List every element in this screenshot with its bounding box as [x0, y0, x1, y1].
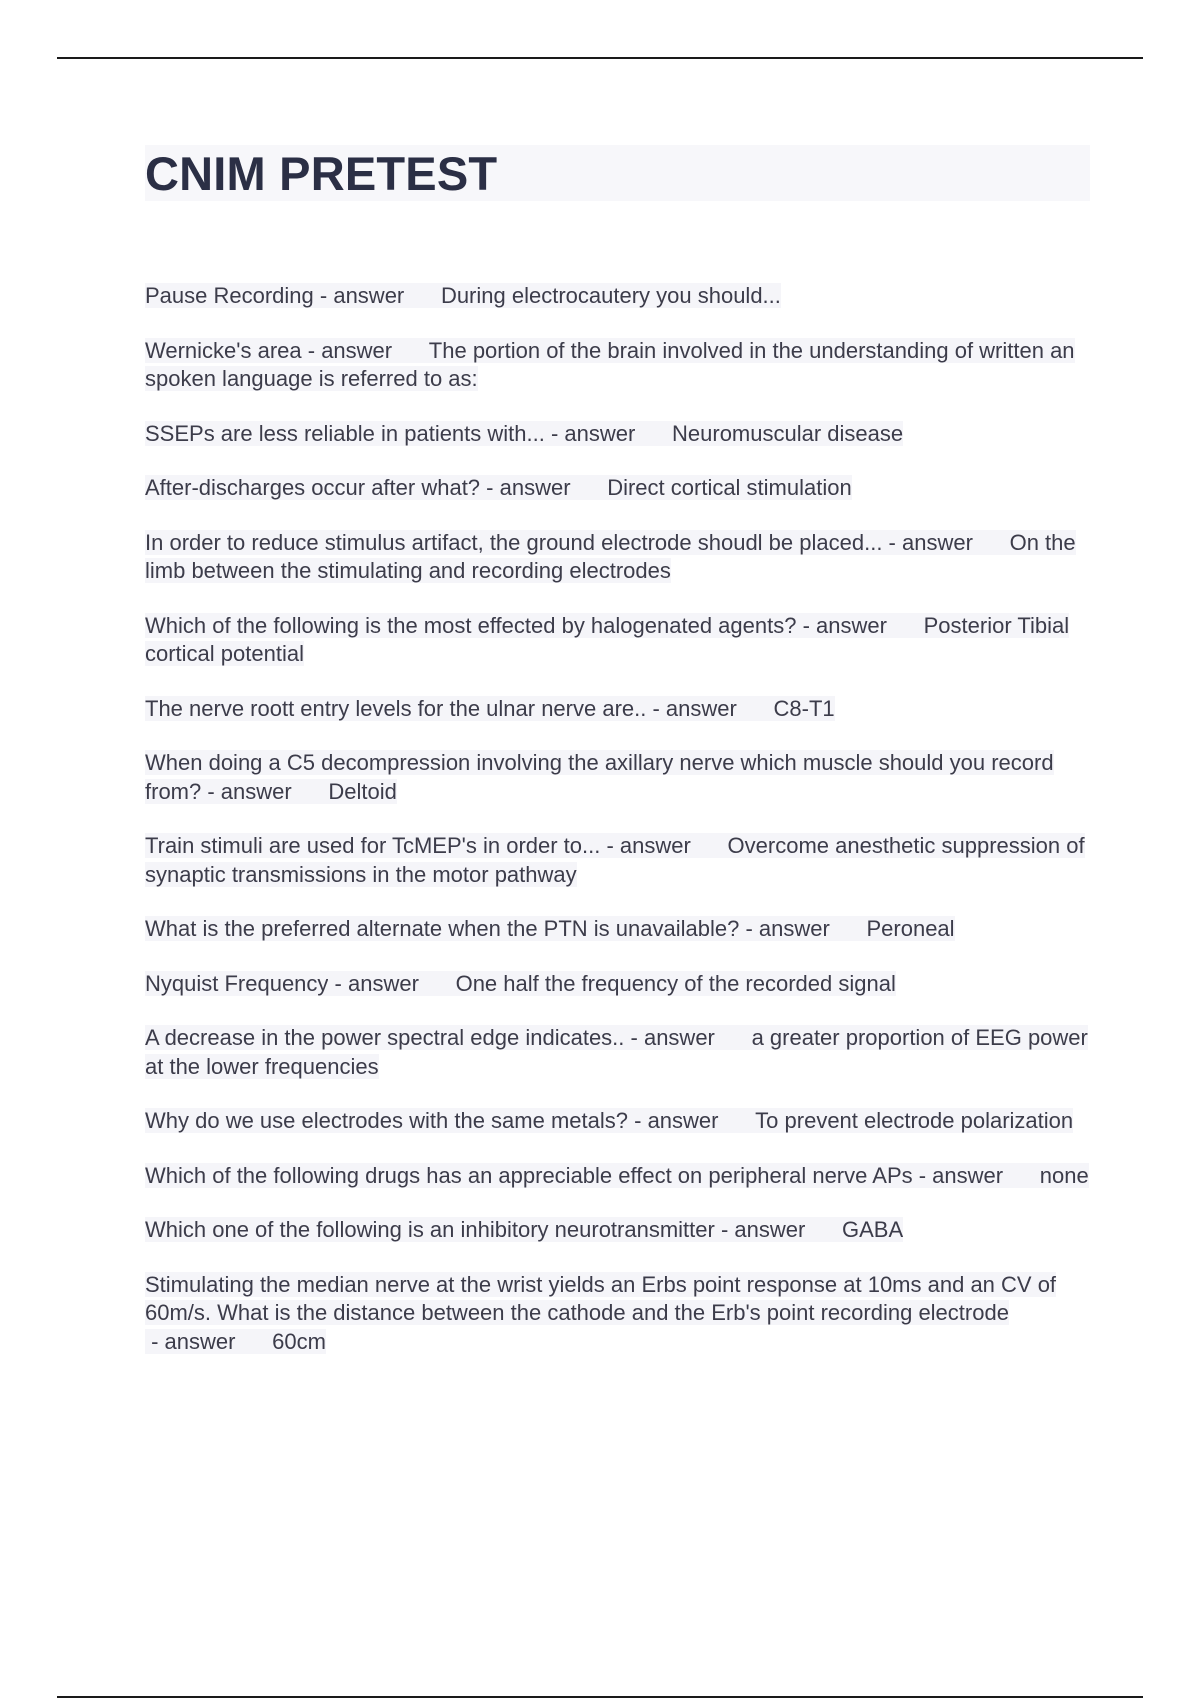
answer-separator: - answer — [628, 1108, 725, 1133]
answer-text: Posterior Tibial cortical potential — [145, 612, 1070, 666]
qa-item — [145, 612, 1090, 669]
answer-text: C8-T1 — [773, 695, 835, 721]
answer-separator: - answer — [600, 833, 697, 858]
qa-item — [145, 1271, 1090, 1357]
question-text: A decrease in the power spectral edge indicates.. — [145, 1025, 625, 1050]
bottom-rule — [57, 1696, 1143, 1698]
answer-separator: - answer — [882, 529, 980, 555]
top-rule — [57, 57, 1143, 59]
qa-item — [145, 1162, 1090, 1191]
answer-text: The portion of the brain involved in the understanding of written an spoken language is referred to as: — [145, 337, 1075, 391]
qa-item — [145, 337, 1090, 394]
answer-separator: - answer — [313, 283, 411, 308]
answer-text: GABA — [842, 1217, 904, 1242]
question-text: After-discharges occur after what? — [145, 475, 481, 500]
qa-item — [145, 282, 1090, 311]
qa-item — [145, 749, 1090, 806]
answer-separator: - answer — [912, 1162, 1010, 1188]
answer-separator: - answer — [646, 695, 743, 721]
question-text: Pause Recording — [145, 283, 314, 308]
qa-item — [145, 474, 1090, 503]
answer-text: Deltoid — [328, 778, 397, 804]
question-text: When doing a C5 decompression involving the axillary nerve which muscle should you record from? — [145, 750, 1054, 804]
answer-text: Neuromuscular disease — [672, 420, 904, 446]
question-text: Nyquist Frequency — [145, 970, 329, 996]
qa-item — [145, 1107, 1090, 1136]
question-text: The nerve roott entry levels for the ulnar nerve are.. — [145, 695, 647, 721]
answer-separator: - answer — [145, 1328, 242, 1354]
question-text: SSEPs are less reliable in patients with... — [145, 420, 545, 446]
question-text: Why do we use electrodes with the same metals? — [145, 1108, 629, 1133]
qa-item — [145, 420, 1090, 449]
question-text: Train stimuli are used for TcMEP's in order to... — [145, 833, 601, 858]
answer-text: a greater proportion of EEG power at the lower frequencies — [145, 1025, 1088, 1079]
qa-item — [145, 1024, 1090, 1081]
answer-separator: - answer — [624, 1025, 721, 1050]
answer-text: Direct cortical stimulation — [607, 475, 852, 500]
qa-item — [145, 915, 1090, 944]
answer-text: none — [1039, 1162, 1089, 1188]
question-text: What is the preferred alternate when the PTN is unavailable? — [145, 916, 740, 941]
answer-separator: - answer — [328, 970, 426, 996]
document-body — [145, 145, 1090, 1382]
qa-item — [145, 1216, 1090, 1245]
answer-text: Overcome anesthetic suppression of synaptic transmissions in the motor pathway — [145, 833, 1085, 887]
answer-separator: - answer — [796, 612, 894, 638]
question-text: Wernicke's area — [145, 337, 302, 363]
answer-separator: - answer — [544, 420, 642, 446]
qa-item — [145, 529, 1090, 586]
answer-text: During electrocautery you should... — [440, 283, 781, 308]
answer-separator: - answer — [301, 337, 399, 363]
qa-item — [145, 695, 1090, 724]
answer-separator: - answer — [480, 475, 577, 500]
answer-text: To prevent electrode polarization — [755, 1108, 1074, 1133]
answer-text: Peroneal — [866, 916, 955, 941]
answer-text: One half the frequency of the recorded signal — [455, 970, 896, 996]
question-text: Which of the following is the most effected by halogenated agents? — [145, 612, 797, 638]
answer-separator: - answer — [714, 1217, 812, 1242]
document-title: CNIM PRETEST — [145, 146, 498, 200]
qa-item — [145, 970, 1090, 999]
title-band — [145, 145, 1090, 201]
question-text: In order to reduce stimulus artifact, the ground electrode shoudl be placed... — [145, 529, 883, 555]
question-text: Stimulating the median nerve at the wrist yields an Erbs point response at 10ms and an CV of 60m/s. What is the distance between the cathode and the Erb's point recording electrode — [145, 1271, 1057, 1325]
question-text: Which one of the following is an inhibitory neurotransmitter — [145, 1217, 715, 1242]
qa-item — [145, 832, 1090, 889]
question-text: Which of the following drugs has an appreciable effect on peripheral nerve APs — [145, 1162, 913, 1188]
answer-separator: - answer — [739, 916, 836, 941]
answer-separator: - answer — [201, 778, 298, 804]
answer-text: On the limb between the stimulating and recording electrodes — [145, 529, 1076, 583]
qa-list — [145, 282, 1090, 1356]
answer-text: 60cm — [272, 1328, 326, 1354]
